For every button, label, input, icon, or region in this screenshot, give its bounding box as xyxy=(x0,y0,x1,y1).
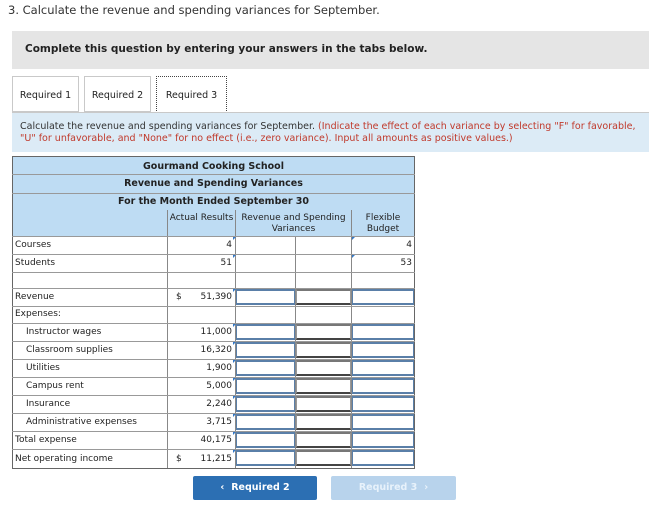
tab-required-2[interactable]: Required 2 xyxy=(84,76,151,112)
actual-net-operating-income: 11,215 xyxy=(200,454,232,464)
prev-required-2-button[interactable] xyxy=(193,476,317,500)
variance-amount-classroom-supplies[interactable] xyxy=(236,342,295,358)
variance-effect-classroom-supplies[interactable] xyxy=(296,342,351,358)
variance-effect-instructor-wages[interactable] xyxy=(296,324,351,340)
row-label-utilities: Utilities xyxy=(26,363,60,373)
actual-instructor-wages: 11,000 xyxy=(200,327,232,337)
input-flag xyxy=(233,255,236,258)
chevron-right-icon: › xyxy=(424,482,429,493)
row-label-administrative: Administrative expenses xyxy=(26,417,137,427)
row-line xyxy=(12,306,415,307)
flexible-campus-rent-input[interactable] xyxy=(352,378,414,394)
next-required-3-button[interactable] xyxy=(331,476,456,500)
actual-students: 51 xyxy=(220,258,232,268)
variance-effect-revenue[interactable] xyxy=(296,289,351,305)
report-period: For the Month Ended September 30 xyxy=(12,194,415,210)
variance-amount-administrative[interactable] xyxy=(236,414,295,430)
col-header-flexible: Flexible Budget xyxy=(365,213,401,234)
col-header-variance: Revenue and Spending Variances xyxy=(241,213,346,234)
row-label-insurance: Insurance xyxy=(26,399,71,409)
variance-amount-campus-rent[interactable] xyxy=(236,378,295,394)
variance-amount-revenue[interactable] xyxy=(236,289,295,305)
instructions xyxy=(12,113,649,152)
tab-required-3[interactable]: Required 3 xyxy=(156,76,227,113)
instruction-banner: Complete this question by entering your answers in the tabs below. xyxy=(12,31,649,69)
flexible-insurance-input[interactable] xyxy=(352,396,414,412)
actual-insurance: 2,240 xyxy=(206,399,232,409)
row-label-total-expense: Total expense xyxy=(15,435,77,445)
flexible-instructor-wages-input[interactable] xyxy=(352,324,414,340)
variance-effect-total-expense[interactable] xyxy=(296,432,351,448)
row-line xyxy=(12,272,415,273)
variance-amount-instructor-wages[interactable] xyxy=(236,324,295,340)
dollar-sign: $ xyxy=(176,454,182,464)
actual-utilities: 1,900 xyxy=(206,363,232,373)
row-label-net-operating-income: Net operating income xyxy=(15,454,113,464)
input-flag xyxy=(233,237,236,240)
flexible-utilities-input[interactable] xyxy=(352,360,414,376)
report-title: Revenue and Spending Variances xyxy=(12,175,415,193)
row-label-courses: Courses xyxy=(15,240,52,250)
tab-required-1[interactable]: Required 1 xyxy=(12,76,79,112)
chevron-left-icon: ‹ xyxy=(220,482,225,493)
question-title: 3. Calculate the revenue and spending variances for September. xyxy=(8,3,380,17)
row-label-classroom-supplies: Classroom supplies xyxy=(26,345,113,355)
actual-administrative: 3,715 xyxy=(206,417,232,427)
flexible-students: 53 xyxy=(400,258,412,268)
actual-campus-rent: 5,000 xyxy=(206,381,232,391)
variance-amount-net-operating-income[interactable] xyxy=(236,450,295,466)
variance-effect-utilities[interactable] xyxy=(296,360,351,376)
flexible-classroom-supplies-input[interactable] xyxy=(352,342,414,358)
variance-effect-net-operating-income[interactable] xyxy=(296,450,351,466)
variance-effect-insurance[interactable] xyxy=(296,396,351,412)
flexible-administrative-input[interactable] xyxy=(352,414,414,430)
next-button-label: Required 3 xyxy=(358,482,418,493)
variance-effect-campus-rent[interactable] xyxy=(296,378,351,394)
actual-courses: 4 xyxy=(226,240,232,250)
input-flag xyxy=(352,255,355,258)
row-label-instructor-wages: Instructor wages xyxy=(26,327,102,337)
actual-revenue: 51,390 xyxy=(200,292,232,302)
instructions-note: (Indicate the effect of each variance by selecting "F" for favorable, "U" for unfavorable, and "None" for no effect (i.e., zero variance). Input all amounts as positive values.) xyxy=(20,121,636,144)
variance-effect-administrative[interactable] xyxy=(296,414,351,430)
variance-amount-total-expense[interactable] xyxy=(236,432,295,448)
variance-amount-utilities[interactable] xyxy=(236,360,295,376)
prev-button-label: Required 2 xyxy=(231,482,290,493)
variance-amount-insurance[interactable] xyxy=(236,396,295,412)
flexible-net-operating-income-input[interactable] xyxy=(352,450,414,466)
dollar-sign: $ xyxy=(176,292,182,302)
col-header-actual: Actual Results xyxy=(169,213,234,223)
flexible-total-expense-input[interactable] xyxy=(352,432,414,448)
actual-classroom-supplies: 16,320 xyxy=(200,345,232,355)
flexible-courses: 4 xyxy=(406,240,412,250)
company-name: Gourmand Cooking School xyxy=(12,156,415,174)
row-line xyxy=(12,468,415,469)
row-label-students: Students xyxy=(15,258,56,268)
input-flag xyxy=(352,237,355,240)
row-label-expenses: Expenses: xyxy=(15,309,61,319)
row-label-revenue: Revenue xyxy=(15,292,55,302)
flexible-revenue-input[interactable] xyxy=(352,289,414,305)
actual-total-expense: 40,175 xyxy=(200,435,232,445)
row-label-campus-rent: Campus rent xyxy=(26,381,84,391)
instructions-main: Calculate the revenue and spending variances for September. xyxy=(20,121,316,132)
